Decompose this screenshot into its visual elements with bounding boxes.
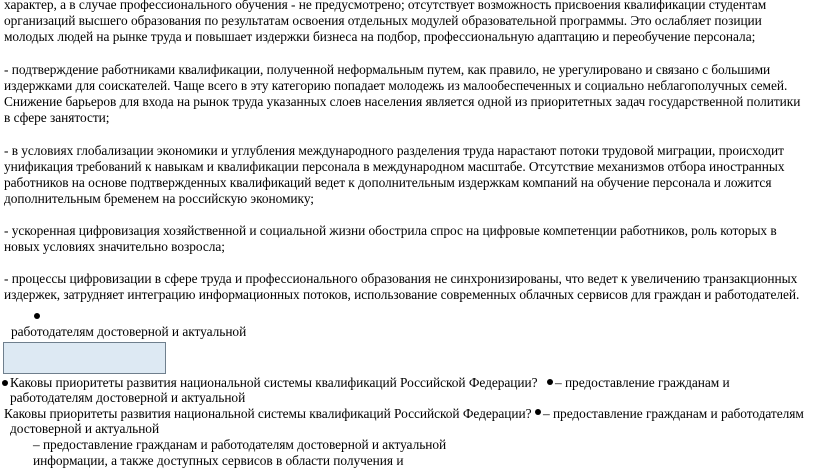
highlight-box: [3, 342, 166, 374]
paragraph-2-line-4: в сфере занятости;: [4, 110, 110, 125]
bullet-dot: [535, 409, 541, 415]
paragraph-1-line-3: молодых людей на рынке труда и повышает издержки бизнеса на подбор, профессиональную адаптацию и переобучение персонала;: [4, 29, 756, 44]
fragment-2-line-2: работодателям достоверной и актуальной: [10, 390, 246, 405]
paragraph-4-line-2: новых условиях значительно возросла;: [4, 239, 225, 254]
paragraph-3-line-2: унификация требований к навыкам и квалификации персонала в международном масштабе. Отсутствие механизмов отбора иностранных: [4, 159, 785, 174]
paragraph-3-line-3: работников на основе подтвержденных квалификаций ведет к дополнительным издержкам компаний на обучение персонала и ложится: [4, 175, 772, 190]
paragraph-1-line-2: организаций высшего образования по результатам освоения отдельных модулей образовательной программы. Это ослабляет позиции: [4, 13, 762, 28]
paragraph-2-line-2: издержками для соискателей. Чаще всего в эту категорию попадает молодежь из малообеспеченных и социально неблагополучных семей.: [4, 78, 788, 93]
paragraph-2-line-1: - подтверждение работниками квалификации, полученной неформальным путем, как правило, не урегулировано и связано с большими: [4, 62, 771, 77]
bullet-dot: [34, 313, 40, 319]
fragment-2-answer-tail: – предоставление гражданам и: [555, 375, 730, 390]
paragraph-3-line-4: дополнительным бременем на российскую экономику;: [4, 191, 314, 206]
paragraph-5-line-1: - процессы цифровизации в сфере труда и профессионального образования не синхронизированы, что ведет к увеличению транзакционных: [4, 271, 798, 286]
fragment-3-line-2: достоверной и актуальной: [10, 421, 160, 436]
paragraph-2-line-3: Снижение барьеров для входа на рынок труда указанных слоев населения является одной из приоритетных задач государственной политики: [4, 94, 801, 109]
paragraph-3-line-1: - в условиях глобализации экономики и углубления международного разделения труда нарастают потоки трудовой миграции, происходит: [4, 143, 784, 158]
paragraph-5-line-2: издержек, затрудняет интеграцию информационных потоков, использование современных облачных сервисов для граждан и работодателей.: [4, 287, 800, 302]
paragraph-1-line-1: характер, а в случае профессионального обучения - не предусмотрено; отсутствует возможность присвоения квалификации студентам: [4, 0, 767, 12]
fragment-1-line: работодателям достоверной и актуальной: [11, 324, 247, 339]
fragment-3-line-3: – предоставление гражданам и работодателям достоверной и актуальной: [33, 437, 447, 452]
fragment-3-answer-tail: – предоставление гражданам и работодателям: [543, 406, 804, 421]
paragraph-4-line-1: - ускоренная цифровизация хозяйственной и социальной жизни обострила спрос на цифровые компетенции работников, роль которых в: [4, 223, 777, 238]
fragment-2-question: Каковы приоритеты развития национальной системы квалификаций Российской Федерации?: [10, 375, 538, 390]
bullet-dot: [2, 380, 8, 386]
bullet-dot: [547, 379, 553, 385]
fragment-3-question: Каковы приоритеты развития национальной системы квалификаций Российской Федерации?: [4, 406, 532, 421]
fragment-3-line-4: информации, а также доступных сервисов в области получения и: [33, 453, 404, 468]
